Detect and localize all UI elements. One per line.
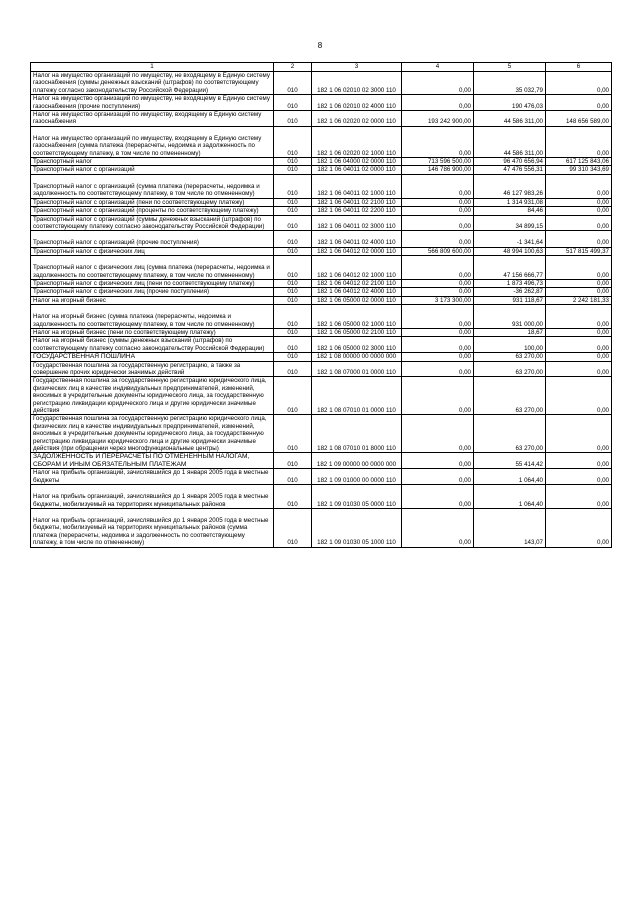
table-row [31, 158, 612, 166]
row-budget-code-cell: 182 1 06 04011 02 0000 110 [312, 166, 402, 174]
row-line-code-cell: 010 [274, 288, 312, 296]
row-plan-cell: 0,00 [402, 198, 474, 206]
row-plan-cell: 0,00 [402, 485, 474, 509]
row-executed-cell: 47 156 666,77 [474, 256, 546, 280]
row-line-code-cell: 010 [274, 485, 312, 509]
row-budget-code-cell: 182 1 06 02010 02 4000 110 [312, 95, 402, 111]
row-name-cell: Транспортный налог с физических лиц (сумма платежа (перерасчеты, недоимка и задолженность по соответствующему платежу, в том числе по отмененному) [31, 256, 274, 280]
row-plan-cell: 0,00 [402, 508, 474, 547]
table-row [31, 174, 612, 198]
column-header: 3 [312, 63, 402, 72]
row-plan-cell: 0,00 [402, 453, 474, 469]
row-line-code-cell: 010 [274, 215, 312, 231]
row-budget-code-cell: 182 1 06 05000 02 2100 110 [312, 328, 402, 336]
row-line-code-cell: 010 [274, 377, 312, 415]
row-unexecuted-cell: 0,00 [546, 95, 612, 111]
row-unexecuted-cell: 0,00 [546, 174, 612, 198]
row-budget-code-cell: 182 1 06 02010 02 3000 110 [312, 72, 402, 95]
row-plan-cell: 0,00 [402, 337, 474, 353]
row-line-code-cell: 010 [274, 111, 312, 127]
row-line-code-cell: 010 [274, 247, 312, 255]
row-line-code-cell: 010 [274, 328, 312, 336]
row-name-cell: ГОСУДАРСТВЕННАЯ ПОШЛИНА [31, 353, 274, 361]
row-budget-code-cell: 182 1 06 04011 02 3000 110 [312, 215, 402, 231]
row-executed-cell: 44 586 311,00 [474, 126, 546, 157]
row-unexecuted-cell: 0,00 [546, 353, 612, 361]
row-line-code-cell: 010 [274, 72, 312, 95]
report-table [30, 62, 612, 548]
row-name-cell: Налог на прибыль организаций, зачислявшийся до 1 января 2005 года в местные бюджеты, мобилизуемый на территориях муниципальных районов [31, 485, 274, 509]
row-unexecuted-cell: 0,00 [546, 231, 612, 247]
row-name-cell: Транспортный налог с физических лиц [31, 247, 274, 255]
row-plan-cell: 193 242 900,00 [402, 111, 474, 127]
row-name-cell: Налог на игорный бизнес (сумма платежа (перерасчеты, недоимка и задолженность по соответствующему платежу, в том числе по отмененному) [31, 305, 274, 329]
table-row [31, 166, 612, 174]
row-unexecuted-cell: 0,00 [546, 215, 612, 231]
row-name-cell: Налог на прибыль организаций, зачислявшийся до 1 января 2005 года в местные бюджеты, мобилизуемый на территориях муниципальных районов (сумма платежа (перерасчеты, недоимка и задолженность по соответствующему платежу, в том числе по отмененному) [31, 508, 274, 547]
row-name-cell: Государственная пошлина за государственную регистрацию, а также за совершение прочих юридически значимых действий [31, 361, 274, 377]
row-plan-cell: 0,00 [402, 288, 474, 296]
row-executed-cell: 190 476,03 [474, 95, 546, 111]
table-row [31, 231, 612, 247]
table-row [31, 296, 612, 304]
row-name-cell: Транспортный налог [31, 158, 274, 166]
table-row [31, 279, 612, 287]
row-name-cell: Транспортный налог с физических лиц (пени по соответствующему платежу) [31, 279, 274, 287]
row-unexecuted-cell: 617 125 843,06 [546, 158, 612, 166]
row-executed-cell: 34 899,15 [474, 215, 546, 231]
row-unexecuted-cell: 0,00 [546, 377, 612, 415]
row-executed-cell: -1 341,64 [474, 231, 546, 247]
row-name-cell: Транспортный налог с физических лиц (прочие поступления) [31, 288, 274, 296]
row-executed-cell: 63 270,00 [474, 361, 546, 377]
row-line-code-cell: 010 [274, 207, 312, 215]
row-unexecuted-cell: 0,00 [546, 207, 612, 215]
row-name-cell: Государственная пошлина за государственную регистрацию юридического лица, физических лиц в качестве индивидуальных предпринимателей, изменений, вносимых в учредительные документы юридического лица, за государственную регистрацию ликвидации юридического лица и другие юридически значимые действия [31, 377, 274, 415]
row-unexecuted-cell: 0,00 [546, 337, 612, 353]
row-plan-cell: 0,00 [402, 279, 474, 287]
row-line-code-cell: 010 [274, 231, 312, 247]
row-plan-cell: 0,00 [402, 328, 474, 336]
row-name-cell: Транспортный налог с организаций [31, 166, 274, 174]
row-executed-cell: 63 270,00 [474, 353, 546, 361]
row-name-cell: Налог на имущество организаций по имуществу, не входящему в Единую систему газоснабжения (прочие поступления) [31, 95, 274, 111]
row-name-cell: Налог на имущество организаций по имуществу, входящему в Единую систему газоснабжения (сумма платежа (перерасчеты, недоимка и задолженность по соответствующему платежу, в том числе по отмененному) [31, 126, 274, 157]
table-row [31, 247, 612, 255]
column-header: 2 [274, 63, 312, 72]
row-budget-code-cell: 182 1 06 04012 02 4000 110 [312, 288, 402, 296]
row-name-cell: Налог на имущество организаций по имуществу, не входящему в Единую систему газоснабжения (суммы денежных взысканий (штрафов) по соответствующему платежу согласно законодательству Российской Федерации) [31, 72, 274, 95]
table-row [31, 207, 612, 215]
row-unexecuted-cell: 0,00 [546, 279, 612, 287]
header-row [31, 63, 612, 72]
row-line-code-cell: 010 [274, 95, 312, 111]
row-executed-cell: 48 994 100,63 [474, 247, 546, 255]
row-unexecuted-cell: 0,00 [546, 361, 612, 377]
row-line-code-cell: 010 [274, 174, 312, 198]
table-row [31, 377, 612, 415]
row-line-code-cell: 010 [274, 415, 312, 453]
table-row [31, 485, 612, 509]
row-name-cell: Транспортный налог с организаций (суммы денежных взысканий (штрафов) по соответствующему платежу согласно законодательству Российской Федерации) [31, 215, 274, 231]
row-line-code-cell: 010 [274, 453, 312, 469]
row-line-code-cell: 010 [274, 126, 312, 157]
row-unexecuted-cell: 148 656 589,00 [546, 111, 612, 127]
row-plan-cell: 713 596 500,00 [402, 158, 474, 166]
row-executed-cell: 63 270,00 [474, 415, 546, 453]
row-line-code-cell: 010 [274, 166, 312, 174]
table-row [31, 215, 612, 231]
row-plan-cell: 0,00 [402, 469, 474, 485]
row-budget-code-cell: 182 1 06 02020 02 1000 110 [312, 126, 402, 157]
row-name-cell: Налог на игорный бизнес (пени по соответствующему платежу) [31, 328, 274, 336]
column-header: 4 [402, 63, 474, 72]
table-row [31, 126, 612, 157]
row-plan-cell: 0,00 [402, 256, 474, 280]
row-budget-code-cell: 182 1 08 07000 01 0000 110 [312, 361, 402, 377]
row-executed-cell: 1 873 496,73 [474, 279, 546, 287]
row-executed-cell: 931 118,67 [474, 296, 546, 304]
row-name-cell: Налог на прибыль организаций, зачислявшийся до 1 января 2005 года в местные бюджеты [31, 469, 274, 485]
row-executed-cell: 47 476 556,31 [474, 166, 546, 174]
row-line-code-cell: 010 [274, 256, 312, 280]
row-line-code-cell: 010 [274, 158, 312, 166]
row-plan-cell: 0,00 [402, 377, 474, 415]
row-line-code-cell: 010 [274, 353, 312, 361]
row-executed-cell: 44 586 311,00 [474, 111, 546, 127]
table-row [31, 508, 612, 547]
table-row [31, 328, 612, 336]
column-header: 1 [31, 63, 274, 72]
row-executed-cell: 143,07 [474, 508, 546, 547]
row-executed-cell: 55 414,42 [474, 453, 546, 469]
row-unexecuted-cell: 0,00 [546, 508, 612, 547]
row-plan-cell: 0,00 [402, 231, 474, 247]
table-row [31, 288, 612, 296]
row-budget-code-cell: 182 1 09 01030 05 0000 110 [312, 485, 402, 509]
row-plan-cell: 0,00 [402, 361, 474, 377]
row-budget-code-cell: 182 1 06 04011 02 2200 110 [312, 207, 402, 215]
row-plan-cell: 0,00 [402, 126, 474, 157]
row-unexecuted-cell: 0,00 [546, 256, 612, 280]
column-header: 6 [546, 63, 612, 72]
table-row [31, 453, 612, 469]
row-unexecuted-cell: 0,00 [546, 485, 612, 509]
row-name-cell: ЗАДОЛЖЕННОСТЬ И ПЕРЕРАСЧЕТЫ ПО ОТМЕНЕННЫМ НАЛОГАМ, СБОРАМ И ИНЫМ ОБЯЗАТЕЛЬНЫМ ПЛАТЕЖАМ [31, 453, 274, 469]
table-row [31, 256, 612, 280]
row-name-cell: Транспортный налог с организаций (прочие поступления) [31, 231, 274, 247]
row-executed-cell: 100,00 [474, 337, 546, 353]
row-plan-cell: 0,00 [402, 415, 474, 453]
table-row [31, 72, 612, 95]
row-executed-cell: 63 270,00 [474, 377, 546, 415]
row-budget-code-cell: 182 1 06 04011 02 4000 110 [312, 231, 402, 247]
table-row [31, 415, 612, 453]
row-line-code-cell: 010 [274, 361, 312, 377]
row-executed-cell: 96 470 656,94 [474, 158, 546, 166]
table-row [31, 361, 612, 377]
row-budget-code-cell: 182 1 06 04011 02 2100 110 [312, 198, 402, 206]
row-line-code-cell: 010 [274, 508, 312, 547]
row-executed-cell: -36 262,87 [474, 288, 546, 296]
table-row [31, 469, 612, 485]
row-plan-cell: 3 173 300,00 [402, 296, 474, 304]
row-executed-cell: 46 127 983,26 [474, 174, 546, 198]
row-unexecuted-cell: 99 310 343,69 [546, 166, 612, 174]
table-row [31, 353, 612, 361]
row-unexecuted-cell: 0,00 [546, 415, 612, 453]
table-row [31, 198, 612, 206]
row-unexecuted-cell: 0,00 [546, 198, 612, 206]
table-row [31, 95, 612, 111]
row-plan-cell: 0,00 [402, 174, 474, 198]
row-executed-cell: 1 064,40 [474, 469, 546, 485]
row-line-code-cell: 010 [274, 296, 312, 304]
row-executed-cell: 84,46 [474, 207, 546, 215]
row-name-cell: Транспортный налог с организаций (пени по соответствующему платежу) [31, 198, 274, 206]
row-line-code-cell: 010 [274, 198, 312, 206]
row-line-code-cell: 010 [274, 279, 312, 287]
row-unexecuted-cell: 517 815 499,37 [546, 247, 612, 255]
row-plan-cell: 0,00 [402, 305, 474, 329]
row-budget-code-cell: 182 1 08 07010 01 0000 110 [312, 377, 402, 415]
row-line-code-cell: 010 [274, 469, 312, 485]
row-name-cell: Транспортный налог с организаций (сумма платежа (перерасчеты, недоимка и задолженность по соответствующему платежу, в том числе по отмененному) [31, 174, 274, 198]
row-name-cell: Налог на игорный бизнес [31, 296, 274, 304]
row-budget-code-cell: 182 1 06 05000 02 3000 110 [312, 337, 402, 353]
row-budget-code-cell: 182 1 08 07010 01 8000 110 [312, 415, 402, 453]
row-unexecuted-cell: 0,00 [546, 288, 612, 296]
row-plan-cell: 0,00 [402, 353, 474, 361]
row-executed-cell: 931 000,00 [474, 305, 546, 329]
table-row [31, 337, 612, 353]
row-unexecuted-cell: 0,00 [546, 305, 612, 329]
row-name-cell: Налог на игорный бизнес (суммы денежных взысканий (штрафов) по соответствующему платежу согласно законодательству Российской Федерации) [31, 337, 274, 353]
row-unexecuted-cell: 0,00 [546, 328, 612, 336]
row-budget-code-cell: 182 1 08 00000 00 0000 000 [312, 353, 402, 361]
row-plan-cell: 0,00 [402, 72, 474, 95]
row-budget-code-cell: 182 1 09 00000 00 0000 000 [312, 453, 402, 469]
row-budget-code-cell: 182 1 06 04000 02 0000 110 [312, 158, 402, 166]
column-header: 5 [474, 63, 546, 72]
row-line-code-cell: 010 [274, 305, 312, 329]
row-name-cell: Государственная пошлина за государственную регистрацию юридического лица, физических лиц в качестве индивидуальных предпринимателей, изменений, вносимых в учредительные документы юридического лица, за государственную регистрацию ликвидации юридического лица и другие юридически значимые действия (при обращении через многофункциональные центры) [31, 415, 274, 453]
row-line-code-cell: 010 [274, 337, 312, 353]
row-executed-cell: 18,67 [474, 328, 546, 336]
row-plan-cell: 0,00 [402, 207, 474, 215]
row-name-cell: Налог на имущество организаций по имуществу, входящему в Единую систему газоснабжения [31, 111, 274, 127]
row-plan-cell: 566 809 600,00 [402, 247, 474, 255]
row-unexecuted-cell: 2 242 181,33 [546, 296, 612, 304]
row-budget-code-cell: 182 1 09 01000 00 0000 110 [312, 469, 402, 485]
row-executed-cell: 35 032,79 [474, 72, 546, 95]
row-executed-cell: 1 064,40 [474, 485, 546, 509]
row-budget-code-cell: 182 1 06 05000 02 0000 110 [312, 296, 402, 304]
row-plan-cell: 146 786 900,00 [402, 166, 474, 174]
row-budget-code-cell: 182 1 06 02020 02 0000 110 [312, 111, 402, 127]
page-number: 8 [317, 41, 323, 50]
row-budget-code-cell: 182 1 09 01030 05 1000 110 [312, 508, 402, 547]
row-unexecuted-cell: 0,00 [546, 469, 612, 485]
table-row [31, 111, 612, 127]
row-name-cell: Транспортный налог с организаций (проценты по соответствующему платежу) [31, 207, 274, 215]
row-budget-code-cell: 182 1 06 04011 02 1000 110 [312, 174, 402, 198]
row-budget-code-cell: 182 1 06 04012 02 0000 110 [312, 247, 402, 255]
row-budget-code-cell: 182 1 06 04012 02 2100 110 [312, 279, 402, 287]
row-unexecuted-cell: 0,00 [546, 126, 612, 157]
row-budget-code-cell: 182 1 06 05000 02 1000 110 [312, 305, 402, 329]
table-row [31, 305, 612, 329]
row-unexecuted-cell: 0,00 [546, 72, 612, 95]
row-unexecuted-cell: 0,00 [546, 453, 612, 469]
row-plan-cell: 0,00 [402, 95, 474, 111]
row-budget-code-cell: 182 1 06 04012 02 1000 110 [312, 256, 402, 280]
row-plan-cell: 0,00 [402, 215, 474, 231]
row-executed-cell: 1 314 931,08 [474, 198, 546, 206]
